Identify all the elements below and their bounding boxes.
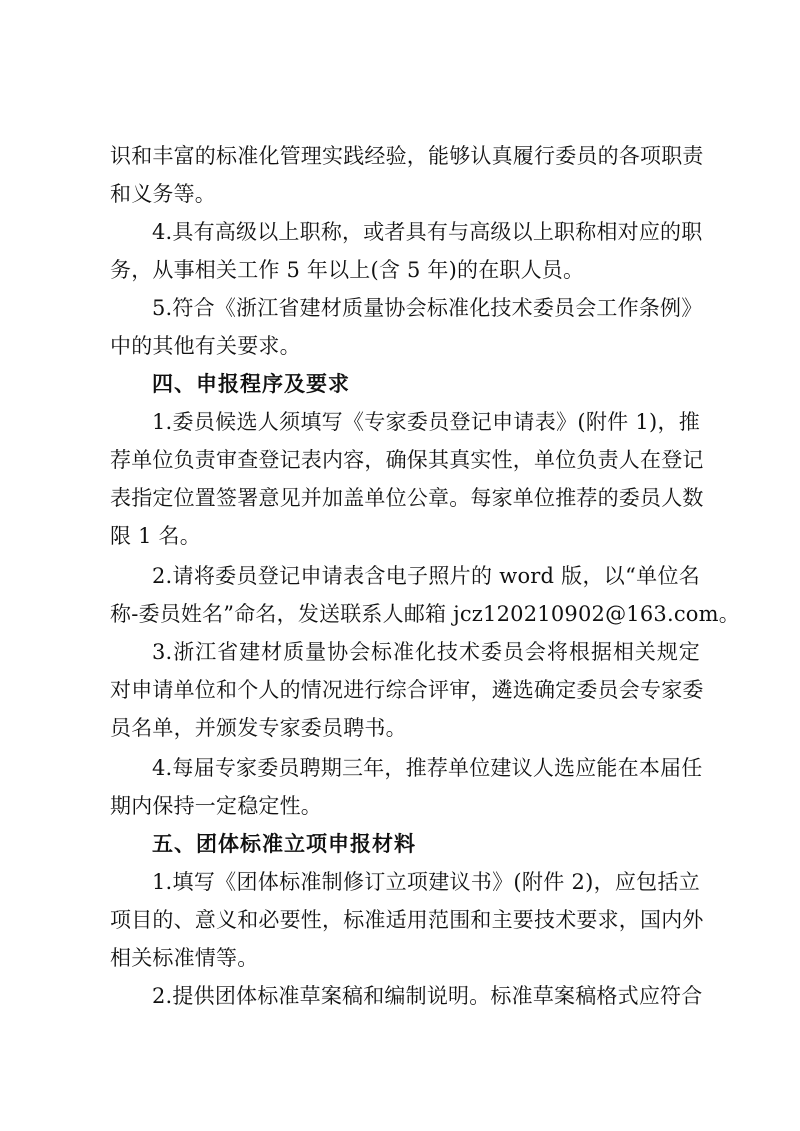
text-line: 期内保持一定稳定性。 [110,794,322,818]
text-line: 2.请将委员登记申请表含电子照片的 word 版，以“单位名 [152,564,700,588]
text-line: 相关标准情等。 [110,946,259,970]
text-line: 表指定位置签署意见并加盖单位公章。每家单位推荐的委员人数 [110,486,704,510]
text-line: 荐单位负责审查登记表内容，确保其真实性，单位负责人在登记 [110,448,704,472]
text-line: 识和丰富的标准化管理实践经验，能够认真履行委员的各项职责 [110,144,704,168]
text-line: 2.提供团体标准草案稿和编制说明。标准草案稿格式应符合 [152,984,703,1008]
text-line: 5.符合《浙江省建材质量协会标准化技术委员会工作条例》 [152,296,703,320]
text-line: 称-委员姓名”命名，发送联系人邮箱 jcz120210902@163.com。 [110,602,740,626]
text-line: 4.每届专家委员聘期三年，推荐单位建议人选应能在本届任 [152,756,703,780]
text-line: 和义务等。 [110,182,216,206]
section-heading: 四、申报程序及要求 [152,372,350,396]
text-line: 务，从事相关工作 5 年以上(含 5 年)的在职人员。 [110,258,585,282]
text-line: 限 1 名。 [110,524,201,548]
text-line: 3.浙江省建材质量协会标准化技术委员会将根据相关规定 [152,640,700,664]
text-line: 4.具有高级以上职称，或者具有与高级以上职称相对应的职 [152,220,703,244]
text-line: 项目的、意义和必要性，标准适用范围和主要技术要求，国内外 [110,908,704,932]
text-line: 1.委员候选人须填写《专家委员登记申请表》(附件 1)，推 [152,410,700,434]
section-heading: 五、团体标准立项申报材料 [152,832,416,856]
text-line: 对申请单位和个人的情况进行综合评审，遴选确定委员会专家委 [110,678,704,702]
text-line: 员名单，并颁发专家委员聘书。 [110,716,407,740]
text-line: 1.填写《团体标准制修订立项建议书》(附件 2)，应包括立 [152,870,700,894]
text-line: 中的其他有关要求。 [110,334,301,358]
